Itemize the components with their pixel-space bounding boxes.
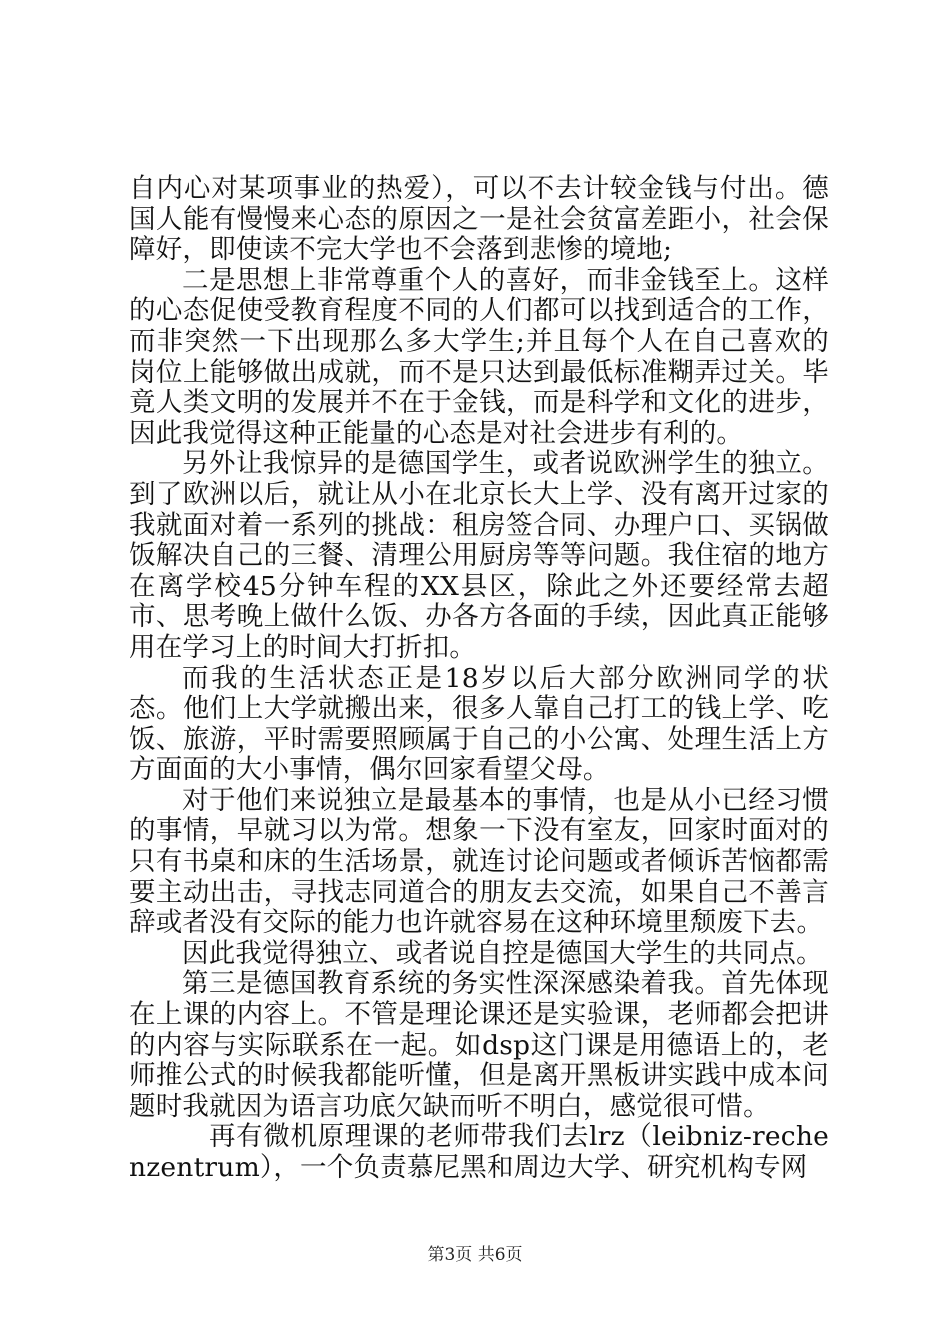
paragraph-independence-basic: 对于他们来说独立是最基本的事情，也是从小已经习惯的事情，早就习以为常。想象一下没有室友，回家时面对的只有书桌和床的生活场景，就连讨论问题或者倾诉苦恼都需要主动出击，寻找志同道合的朋友去交流，如果自己不善言辞或者没有交际的能力也许就容易在这种环境里颓废下去。 — [129, 784, 829, 939]
paragraph-respect-preferences: 二是思想上非常尊重个人的喜好，而非金钱至上。这样的心态促使受教育程度不同的人们都可以找到适合的工作，而非突然一下出现那么多大学生;并且每个人在自己喜欢的岗位上能够做出成就，而不是只达到最低标准糊弄过关。毕竟人类文明的发展并不在于金钱，而是科学和文化的进步，因此我觉得这种正能量的心态是对社会进步有利的。 — [129, 264, 829, 449]
paragraph-common-point: 因此我觉得独立、或者说自控是德国大学生的共同点。 — [182, 937, 823, 969]
paragraph-life-state: 而我的生活状态正是18岁以后大部分欧洲同学的状态。他们上大学就搬出来，很多人靠自己打工的钱上学、吃饭、旅游，平时需要照顾属于自己的小公寓、处理生活上方方面面的大小事情，偶尔回家看望父母。 — [129, 662, 829, 786]
body-text — [129, 174, 829, 1184]
paragraph-pragmatism: 第三是德国教育系统的务实性深深感染着我。首先体现在上课的内容上。不管是理论课还是实验课，老师都会把讲的内容与实际联系在一起。如dsp这门课是用德语上的，老师推公式的时候我都能听懂，但是离开黑板讲实践中成本问题时我就因为语言功底欠缺而听不明白，感觉很可惜。 — [129, 968, 829, 1122]
paragraph-continued: 自内心对某项事业的热爱），可以不去计较金钱与付出。德国人能有慢慢来心态的原因之一是社会贫富差距小，社会保障好，即使读不完大学也不会落到悲惨的境地; — [129, 173, 829, 266]
paragraph-lrz-visit: 再有微机原理课的老师带我们去lrz（leibniz-rechenzentrum），一个负责慕尼黑和周边大学、研究机构专网 — [129, 1121, 829, 1183]
page-number-footer: 第3页 共6页 — [427, 1245, 523, 1265]
paragraph-independence: 另外让我惊异的是德国学生，或者说欧洲学生的独立。到了欧洲以后，就让从小在北京长大上学、没有离开过家的我就面对着一系列的挑战：租房签合同、办理户口、买锅做饭解决自己的三餐、清理公用厨房等等问题。我住宿的地方在离学校45分钟车程的XX县区，除此之外还要经常去超市、思考晚上做什么饭、办各方各面的手续，因此真正能够用在学习上的时间大打折扣。 — [129, 448, 829, 663]
